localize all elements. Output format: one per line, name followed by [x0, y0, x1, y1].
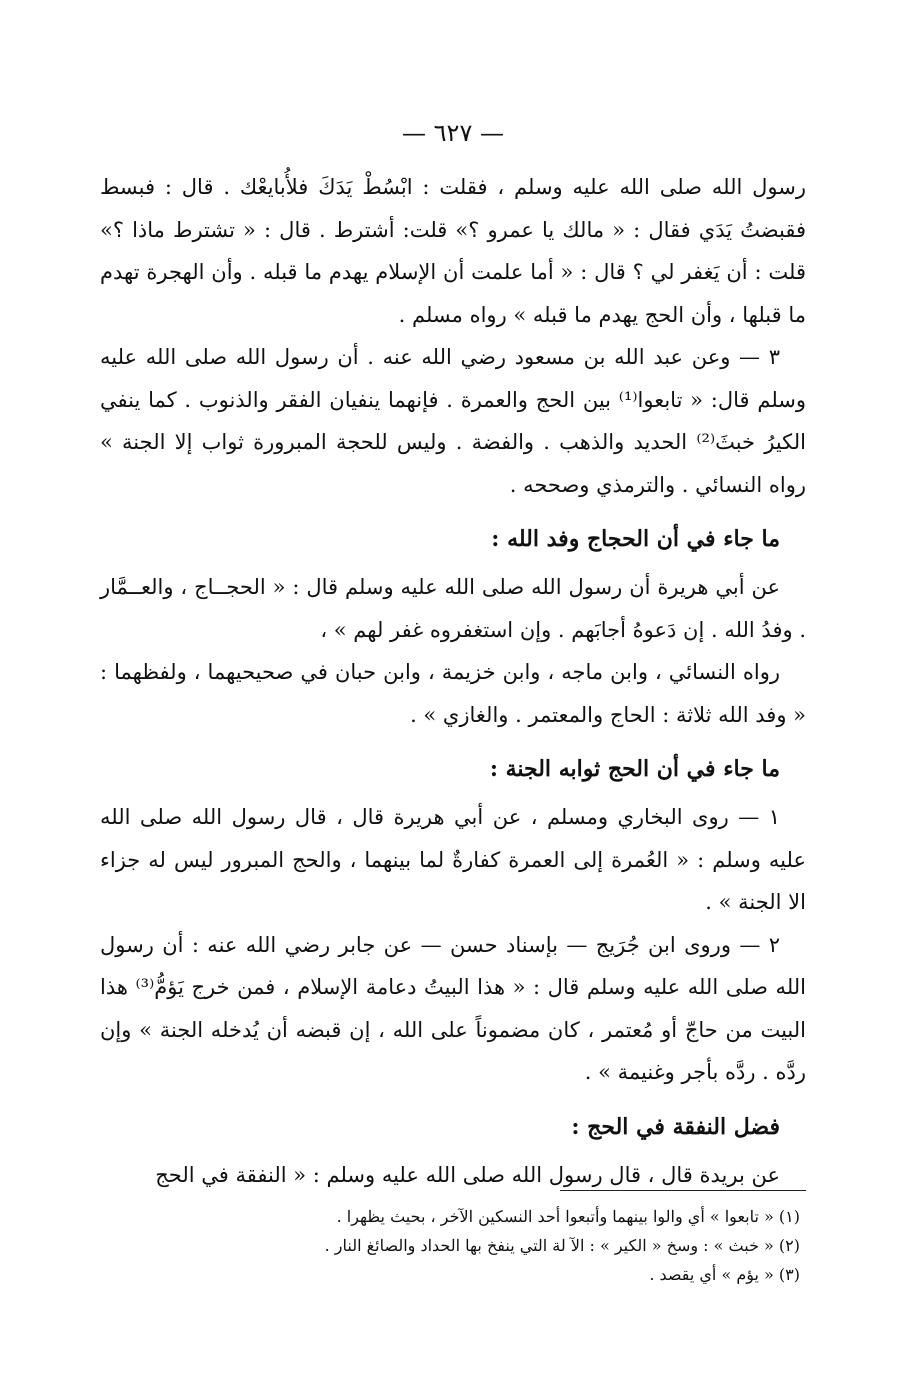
- footnotes: [100, 1202, 806, 1289]
- footnote: (٢) « خبث » : وسخ « الكير » : الآ لة التي ينفخ بها الحداد والصائغ النار .: [324, 1236, 800, 1255]
- section-heading: ما جاء في أن الحجاج وفد الله :: [491, 526, 780, 552]
- section-heading: ما جاء في أن الحج ثوابه الجنة :: [489, 756, 780, 782]
- footnote-divider: [560, 1190, 806, 1191]
- paragraph: ٢ — وروى ابن جُرَيج — بإسناد حسن — عن جابر رضي الله عنه : أن رسول الله صلى الله عليه وسلم قال : « هذا البيتُ دعامة الإسلام ، فمن خرج يَؤمُّ⁽³⁾ هذا البيت من حاجّ أو مُعتمر ، كان مضموناً على الله ، إن قبضه أن يُدخله الجنة » وإن ردَّه . ردَّه بأجر وغنيمة » .: [100, 932, 807, 1084]
- paragraph: رسول الله صلى الله عليه وسلم ، فقلت : ابْسُطْ يَدَكَ فلأُبايعْك . قال : فبسط فقبضتُ يَدَي فقال : « مالك يا عمرو ؟» قلت: أشترط . قال : « تشترط ماذا ؟» قلت : أن يَغفر لي ؟ قال : « أما علمت أن الإسلام يهدم ما قبله . وأن الهجرة تهدم ما قبلها ، وأن الحج يهدم ما قبله » رواه مسلم .: [100, 175, 806, 327]
- paragraph: رواه النسائي ، وابن ماجه ، وابن خزيمة ، وابن حبان في صحيحيهما ، ولفظهما : « وفد الله ثلاثة : الحاج والمعتمر . والغازي » .: [100, 660, 806, 727]
- paragraph: ١ — روى البخاري ومسلم ، عن أبي هريرة قال ، قال رسول الله صلى الله عليه وسلم : « العُمرة إلى العمرة كفارةٌ لما بينهما ، والحج المبرور ليس له جزاء الا الجنة » .: [100, 805, 806, 914]
- paragraph: ٣ — وعن عبد الله بن مسعود رضي الله عنه . أن رسول الله صلى الله عليه وسلم قال: « تابعوا⁽¹⁾ بين الحج والعمرة . فإنهما ينفيان الفقر والذنوب . كما ينفي الكيرُ خبثَ⁽²⁾ الحديد والذهب . والفضة . وليس للحجة المبرورة ثواب إلا الجنة » رواه النسائي . والترمذي وصححه .: [100, 345, 807, 497]
- footnote: (١) « تابعوا » أي والوا بينهما وأتبعوا أحد النسكين الآخر ، بحيث يظهرا .: [336, 1207, 800, 1226]
- paragraph: عن بريدة قال ، قال رسول الله صلى الله عليه وسلم : « النفقة في الحج: [155, 1162, 780, 1187]
- footnote: (٣) « يؤم » أي يقصد .: [649, 1265, 800, 1284]
- page-number: — ٦٢٧ —: [402, 119, 504, 147]
- section-heading: فضل النفقة في الحج :: [571, 1113, 780, 1140]
- paragraph: عن أبي هريرة أن رسول الله صلى الله عليه وسلم قال : « الحجــاج ، والعــمَّار . وفدُ الله . إن دَعوهُ أجابَهم . وإن استغفروه غفر لهم » ،: [100, 575, 806, 642]
